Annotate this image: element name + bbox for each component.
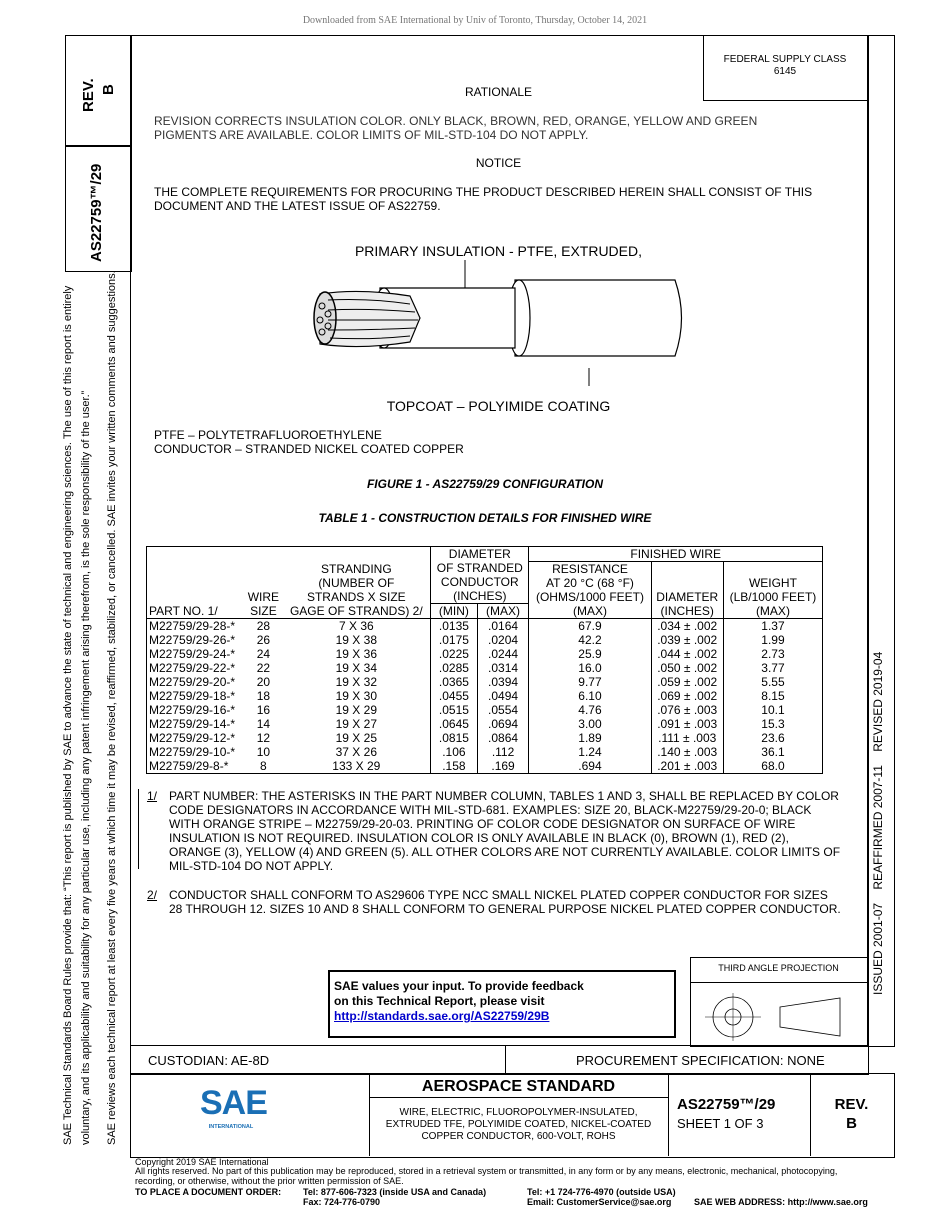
wire-illustration (300, 258, 700, 388)
cell-size: 14 (256, 717, 271, 731)
rationale-heading: RATIONALE (464, 85, 533, 99)
cell-part: M22759/29-16-* (149, 703, 236, 717)
figure-abbr2: CONDUCTOR – STRANDED NICKEL COATED COPPER (154, 442, 464, 456)
cell-dia: .059 ± .002 (651, 675, 723, 689)
wire-header-l2: SIZE (250, 604, 277, 618)
cell-strand: 19 X 30 (335, 689, 377, 703)
str-header-l3: STRANDS X SIZE (306, 590, 406, 604)
cell-size: 10 (256, 745, 271, 759)
cell-dia: .140 ± .003 (651, 745, 723, 759)
cell-dia: .050 ± .002 (651, 661, 723, 675)
note1-change-bar (138, 789, 139, 869)
title-rev-value: B (846, 1115, 857, 1132)
note1-mark: 1/ (147, 789, 158, 803)
col-max-header: (MAX) (477, 604, 529, 619)
dia-header-l4: (INCHES) (453, 589, 507, 603)
cell-res: 4.76 (529, 703, 651, 717)
feedback-line2: on this Technical Report, please visit (334, 994, 545, 1008)
cell-min: .0815 (431, 731, 478, 745)
projection-label: THIRD ANGLE PROJECTION (690, 963, 867, 983)
table-row (147, 745, 823, 759)
note2-mark: 2/ (147, 888, 158, 902)
cell-wt: 3.77 (723, 661, 822, 675)
side-rules-line2: voluntary, and its applicability and suitability for any particular use, including any patent infringement arising therefrom, is the sole responsibility of the user.” (80, 390, 92, 1145)
table-row (147, 703, 823, 717)
side-rules-line3: SAE reviews each technical report at least every five years at which time it may be revised, reaffirmed, stabilized, or cancelled. SAE invites your written comments and suggestions. (106, 270, 118, 1145)
figure-abbr1: PTFE – POLYTETRAFLUOROETHYLENE (154, 428, 382, 442)
col-weight-header (723, 562, 822, 619)
desc-line1: WIRE, ELECTRIC, FLUOROPOLYMER-INSULATED, (399, 1107, 638, 1118)
side-rev-value: B (100, 84, 117, 95)
cell-max: .0204 (477, 633, 529, 647)
footer-fax: Fax: 724-776-0790 (303, 1197, 381, 1207)
cell-wt: 68.0 (723, 759, 822, 774)
cell-res: 1.89 (529, 731, 651, 745)
cell-size: 8 (260, 759, 267, 773)
cell-part: M22759/29-12-* (149, 731, 236, 745)
feedback-line1: SAE values your input. To provide feedback (334, 979, 584, 993)
feedback-link[interactable]: http://standards.sae.org/AS22759/29B (334, 1009, 550, 1023)
title-doc-id: AS22759™/29 (677, 1096, 776, 1113)
cell-size: 18 (256, 689, 271, 703)
procurement-spec: PROCUREMENT SPECIFICATION: NONE (576, 1053, 825, 1068)
dia-header-l1: DIAMETER (448, 547, 511, 561)
wt-header-l1: WEIGHT (748, 576, 797, 590)
cell-max: .0554 (477, 703, 529, 717)
cell-dia: .069 ± .002 (651, 689, 723, 703)
wire-header-l1: WIRE (247, 590, 280, 604)
table-row (147, 717, 823, 731)
cell-res: 42.2 (529, 633, 651, 647)
cell-strand: 37 X 26 (335, 745, 377, 759)
download-notice: Downloaded from SAE International by Univ of Toronto, Thursday, October 14, 2021 (302, 15, 648, 26)
cell-part: M22759/29-22-* (149, 661, 236, 675)
col-stranding-header (282, 547, 430, 619)
table-row (147, 731, 823, 745)
cell-strand: 19 X 32 (335, 675, 377, 689)
cell-max: .0394 (477, 675, 529, 689)
cell-res: .694 (529, 759, 651, 774)
notice-line2: DOCUMENT AND THE LATEST ISSUE OF AS22759. (154, 199, 441, 213)
cell-strand: 19 X 34 (335, 661, 377, 675)
cell-strand: 19 X 38 (335, 633, 377, 647)
cell-wt: 36.1 (723, 745, 822, 759)
footer-order-label: TO PLACE A DOCUMENT ORDER: (135, 1187, 282, 1197)
wt-header-l3: (MAX) (755, 604, 790, 618)
cell-min: .0515 (431, 703, 478, 717)
table-row (147, 647, 823, 661)
cell-dia: .039 ± .002 (651, 633, 723, 647)
rationale-line2: PIGMENTS ARE AVAILABLE. COLOR LIMITS OF MIL-STD-104 DO NOT APPLY. (154, 128, 589, 142)
cell-min: .0135 (431, 619, 478, 634)
cell-res: 16.0 (529, 661, 651, 675)
table-title: TABLE 1 - CONSTRUCTION DETAILS FOR FINISHED WIRE (318, 511, 652, 525)
cell-wt: 2.73 (723, 647, 822, 661)
sae-logo (200, 1084, 267, 1122)
cell-max: .0314 (477, 661, 529, 675)
cell-dia: .076 ± .003 (651, 703, 723, 717)
side-rules-line1: SAE Technical Standards Board Rules provide that: “This report is published by SAE to advance the state of technical and engineering sciences. The use of this report is entirely (62, 285, 74, 1145)
cell-part: M22759/29-20-* (149, 675, 236, 689)
res-header-l4: (MAX) (572, 604, 607, 618)
table-row (147, 689, 823, 703)
left-rev-box (65, 35, 132, 147)
fd-header-l1: DIAMETER (656, 590, 719, 604)
cell-wt: 10.1 (723, 703, 822, 717)
sae-logo-text: SAE (200, 1084, 267, 1122)
figure-caption: FIGURE 1 - AS22759/29 CONFIGURATION (366, 477, 604, 491)
footer-tel-intl: Tel: +1 724-776-4970 (outside USA) (527, 1187, 676, 1197)
cell-size: 12 (256, 731, 271, 745)
cell-min: .0645 (431, 717, 478, 731)
side-dates: ISSUED 2001-07 REAFFIRMED 2007-11 REVISED 2019-04 (871, 651, 885, 995)
cell-part: M22759/29-14-* (149, 717, 236, 731)
note1-text: PART NUMBER: THE ASTERISKS IN THE PART NUMBER COLUMN, TABLES 1 AND 3, SHALL BE REPLACED BY COLOR CODE DESIGNATORS IN ACCORDANCE WITH MIL-STD-681. EXAMPLES: SIZE 20, BLACK-M22759/29-20-0; BLACK WITH ORANGE STRIPE – M22759/29-20-03. PRINTING OF COLOR CODE DESIGNATOR ON SURFACE OF WIRE INSULATION IS NOT REQUIRED. INSULATION COLOR IS ONLY AVAILABLE IN BLACK (0), BROWN (1), RED (2), ORANGE (3), YELLOW (4) AND GREEN (5). ALL OTHER COLORS ARE NOT CURRENTLY AVAILABLE. COLOR LIMITS OF MIL-STD-104 DO NOT APPLY. (169, 789, 841, 873)
cell-min: .106 (431, 745, 478, 759)
table-row (147, 759, 823, 774)
cell-wt: 15.3 (723, 717, 822, 731)
cell-res: 67.9 (529, 619, 651, 634)
cell-size: 28 (256, 619, 271, 633)
side-rev-label: REV. (80, 78, 97, 112)
cell-wt: 23.6 (723, 731, 822, 745)
desc-line2: EXTRUDED TFE, POLYIMIDE COATED, NICKEL-COATED (385, 1119, 652, 1130)
cell-max: .0694 (477, 717, 529, 731)
sae-logo-sub: INTERNATIONAL (208, 1124, 254, 1130)
footer-web: SAE WEB ADDRESS: http://www.sae.org (694, 1197, 868, 1207)
str-header-l4: GAGE OF STRANDS) 2/ (289, 604, 423, 618)
federal-supply-line2: 6145 (773, 66, 797, 77)
cell-dia: .201 ± .003 (651, 759, 723, 774)
notice-heading: NOTICE (475, 156, 522, 170)
cell-min: .0365 (431, 675, 478, 689)
res-header-l3: (OHMS/1000 FEET) (535, 590, 644, 604)
dia-header-l2: OF STRANDED (436, 561, 523, 575)
cell-size: 16 (256, 703, 271, 717)
col-diameter-header (431, 547, 529, 604)
cell-dia: .034 ± .002 (651, 619, 723, 634)
sheet-number: SHEET 1 OF 3 (677, 1116, 764, 1131)
cell-strand: 133 X 29 (332, 759, 381, 773)
table-row (147, 633, 823, 647)
cell-max: .0244 (477, 647, 529, 661)
figure-label-bottom: TOPCOAT – POLYIMIDE COATING (386, 398, 611, 414)
cell-size: 20 (256, 675, 271, 689)
federal-supply-line1: FEDERAL SUPPLY CLASS (723, 54, 847, 65)
cell-wt: 8.15 (723, 689, 822, 703)
cell-min: .0225 (431, 647, 478, 661)
col-part-header: PART NO. 1/ (147, 547, 245, 619)
cell-strand: 19 X 29 (335, 703, 377, 717)
cell-max: .169 (477, 759, 529, 774)
col-finished-diameter-header (651, 562, 723, 619)
str-header-l2: (NUMBER OF (318, 576, 395, 590)
projection-symbol (700, 990, 860, 1042)
wt-header-l2: (LB/1000 FEET) (729, 590, 817, 604)
table-body (147, 619, 823, 774)
cell-res: 6.10 (529, 689, 651, 703)
cell-part: M22759/29-8-* (149, 759, 229, 773)
side-doc-id: AS22759™/29 (88, 163, 105, 262)
footer-rights2: recording, or otherwise, without the prior written permission of SAE. (135, 1176, 404, 1186)
title-rev-label: REV. (834, 1096, 869, 1113)
cell-part: M22759/29-28-* (149, 619, 236, 633)
cell-dia: .044 ± .002 (651, 647, 723, 661)
cell-min: .0455 (431, 689, 478, 703)
figure-label-top: PRIMARY INSULATION - PTFE, EXTRUDED, (354, 243, 643, 259)
cell-wt: 1.37 (723, 619, 822, 634)
res-header-l1: RESISTANCE (552, 562, 628, 576)
cell-dia: .091 ± .003 (651, 717, 723, 731)
col-min-header: (MIN) (431, 604, 478, 619)
cell-max: .0494 (477, 689, 529, 703)
cell-size: 26 (256, 633, 271, 647)
cell-strand: 19 X 25 (335, 731, 377, 745)
footer-email: Email: CustomerService@sae.org (527, 1197, 672, 1207)
cell-part: M22759/29-24-* (149, 647, 236, 661)
standard-title: AEROSPACE STANDARD (421, 1078, 616, 1095)
table-row (147, 661, 823, 675)
desc-line3: COPPER CONDUCTOR, 600-VOLT, ROHS (421, 1131, 616, 1142)
str-header-l1: STRANDING (320, 562, 392, 576)
cell-strand: 7 X 36 (338, 619, 374, 633)
cell-res: 3.00 (529, 717, 651, 731)
cell-part: M22759/29-18-* (149, 689, 236, 703)
footer-rights1: All rights reserved. No part of this publication may be reproduced, stored in a retrieval system or transmitted, in any form or by any means, electronic, mechanical, photocopying, (135, 1166, 838, 1176)
table-row (147, 675, 823, 689)
cell-strand: 19 X 27 (335, 717, 377, 731)
cell-min: .0285 (431, 661, 478, 675)
notice-line1: THE COMPLETE REQUIREMENTS FOR PROCURING THE PRODUCT DESCRIBED HEREIN SHALL CONSIST OF THIS (154, 185, 813, 199)
footer-copyright: Copyright 2019 SAE International (135, 1157, 269, 1167)
cell-wt: 1.99 (723, 633, 822, 647)
finished-wire-header: FINISHED WIRE (529, 547, 823, 562)
table-row (147, 619, 823, 634)
cell-max: .112 (477, 745, 529, 759)
cell-max: .0864 (477, 731, 529, 745)
cell-res: 25.9 (529, 647, 651, 661)
cell-res: 1.24 (529, 745, 651, 759)
dia-header-l3: CONDUCTOR (440, 575, 519, 589)
cell-res: 9.77 (529, 675, 651, 689)
cell-part: M22759/29-10-* (149, 745, 236, 759)
custodian: CUSTODIAN: AE-8D (148, 1053, 270, 1068)
cell-max: .0164 (477, 619, 529, 634)
cell-part: M22759/29-26-* (149, 633, 236, 647)
rationale-line1: REVISION CORRECTS INSULATION COLOR. ONLY BLACK, BROWN, RED, ORANGE, YELLOW AND GREEN (154, 114, 758, 128)
footer-tel-us: Tel: 877-606-7323 (inside USA and Canada) (303, 1187, 487, 1197)
construction-table (146, 546, 823, 774)
cell-min: .0175 (431, 633, 478, 647)
cell-size: 22 (256, 661, 271, 675)
cell-min: .158 (431, 759, 478, 774)
res-header-l2: AT 20 °C (68 °F) (546, 576, 634, 590)
cell-size: 24 (256, 647, 271, 661)
cell-dia: .111 ± .003 (651, 731, 723, 745)
cell-wt: 5.55 (723, 675, 822, 689)
cell-strand: 19 X 36 (335, 647, 377, 661)
col-resistance-header (529, 562, 651, 619)
note2-text: CONDUCTOR SHALL CONFORM TO AS29606 TYPE NCC SMALL NICKEL PLATED COPPER CONDUCTOR FOR SIZES 28 THROUGH 12. SIZES 10 AND 8 SHALL CONFORM TO GENERAL PURPOSE NICKEL PLATED COPPER CONDUCTOR. (169, 888, 841, 916)
fd-header-l2: (INCHES) (660, 604, 714, 618)
col-wire-header (244, 547, 282, 619)
